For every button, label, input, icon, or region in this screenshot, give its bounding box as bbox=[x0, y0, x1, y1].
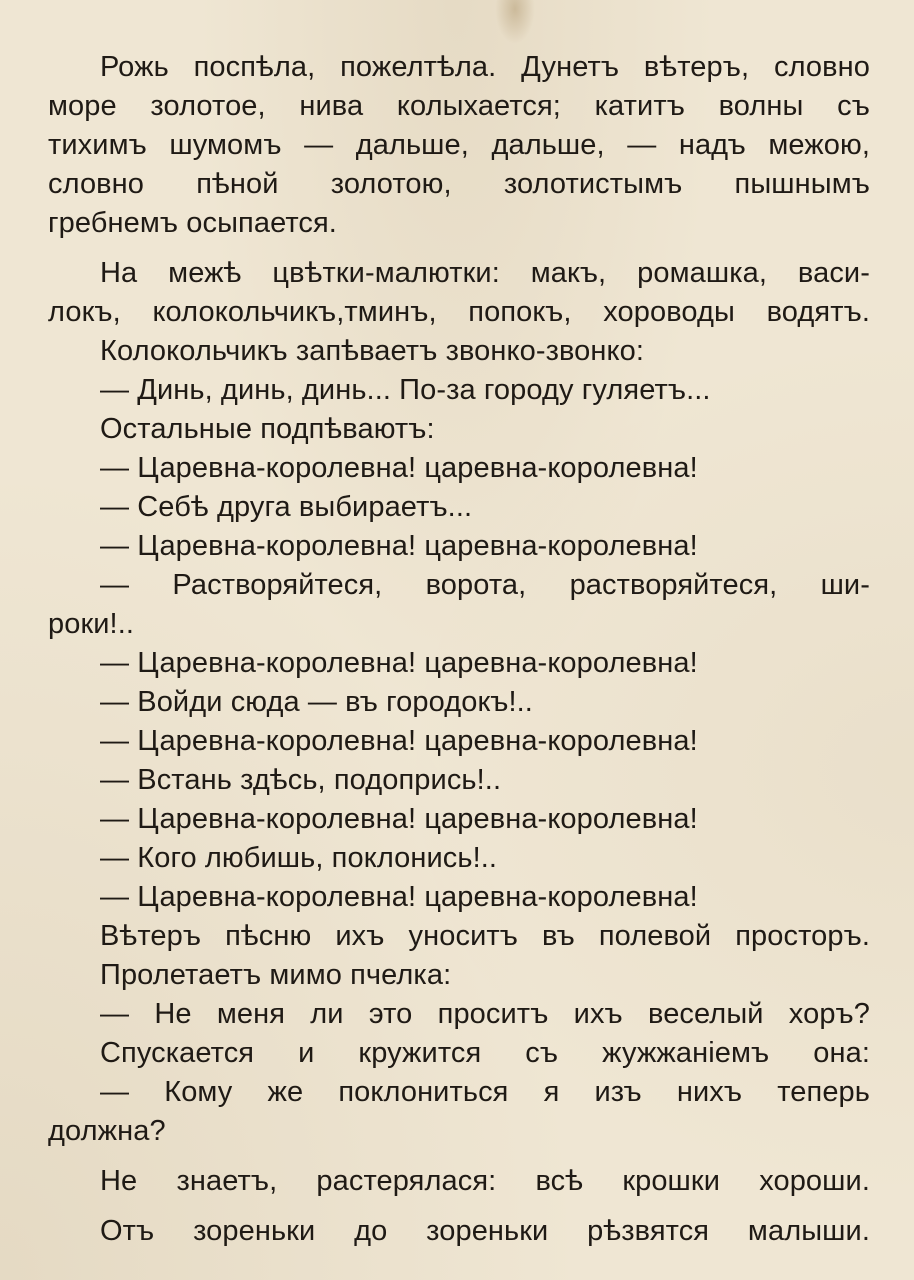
paragraph-gap bbox=[48, 1201, 870, 1212]
text-line: — Себѣ друга выбираетъ... bbox=[100, 491, 473, 523]
text-line: тихимъ шумомъ — дальше, дальше, — надъ межою, bbox=[48, 129, 870, 161]
text-line: — Войди сюда — въ городокъ!.. bbox=[100, 686, 533, 718]
text-line: Спускается и кружится съ жужжанiемъ она: bbox=[100, 1037, 870, 1069]
text-line: словно пѣной золотою, золотистымъ пышнымъ bbox=[48, 168, 870, 200]
text-line: Не знаетъ, растерялася: всѣ крошки хороши. bbox=[100, 1165, 870, 1197]
text-line: — Кого любишь, поклонись!.. bbox=[100, 842, 498, 874]
paper-stain bbox=[495, 0, 535, 44]
text-line: Пролетаетъ мимо пчелка: bbox=[100, 959, 452, 991]
text-line: — Царевна-королевна! царевна-королевна! bbox=[100, 725, 698, 757]
text-line: гребнемъ осыпается. bbox=[48, 207, 337, 239]
text-line: — Динь, динь, динь... По-за городу гуляетъ... bbox=[100, 374, 711, 406]
text-line: — Кому же поклониться я изъ нихъ теперь bbox=[100, 1076, 870, 1108]
text-line: — Встань здѣсь, подопрись!.. bbox=[100, 764, 502, 796]
text-line: Вѣтеръ пѣсню ихъ уноситъ въ полевой просторъ. bbox=[100, 920, 870, 952]
text-line: — Не меня ли это проситъ ихъ веселый хоръ? bbox=[100, 998, 870, 1030]
text-line: роки!.. bbox=[48, 608, 135, 640]
text-line: — Царевна-королевна! царевна-королевна! bbox=[100, 647, 698, 679]
paragraph-gap bbox=[48, 1151, 870, 1162]
text-line: Отъ зореньки до зореньки рѣзвятся малыши. bbox=[100, 1215, 870, 1247]
text-line: Колокольчикъ запѣваетъ звонко-звонко: bbox=[100, 335, 645, 367]
text-line: Рожь поспѣла, пожелтѣла. Дунетъ вѣтеръ, словно bbox=[100, 51, 870, 83]
text-line: — Царевна-королевна! царевна-королевна! bbox=[100, 881, 698, 913]
text-line: — Растворяйтеся, ворота, растворяйтеся, ши- bbox=[100, 569, 870, 601]
text-line: Остальные подпѣваютъ: bbox=[100, 413, 435, 445]
text-line: — Царевна-королевна! царевна-королевна! bbox=[100, 530, 698, 562]
text-line: — Царевна-королевна! царевна-королевна! bbox=[100, 803, 698, 835]
text-line: — Царевна-королевна! царевна-королевна! bbox=[100, 452, 698, 484]
text-line: должна? bbox=[48, 1115, 166, 1147]
text-line: На межѣ цвѣтки-малютки: макъ, ромашка, васи- bbox=[100, 257, 870, 289]
text-line: море золотое, нива колыхается; катитъ волны съ bbox=[48, 90, 870, 122]
paragraph-gap bbox=[48, 243, 870, 254]
text-line: локъ, колокольчикъ,тминъ, попокъ, хороводы водятъ. bbox=[48, 296, 870, 328]
page-text bbox=[48, 48, 870, 1251]
